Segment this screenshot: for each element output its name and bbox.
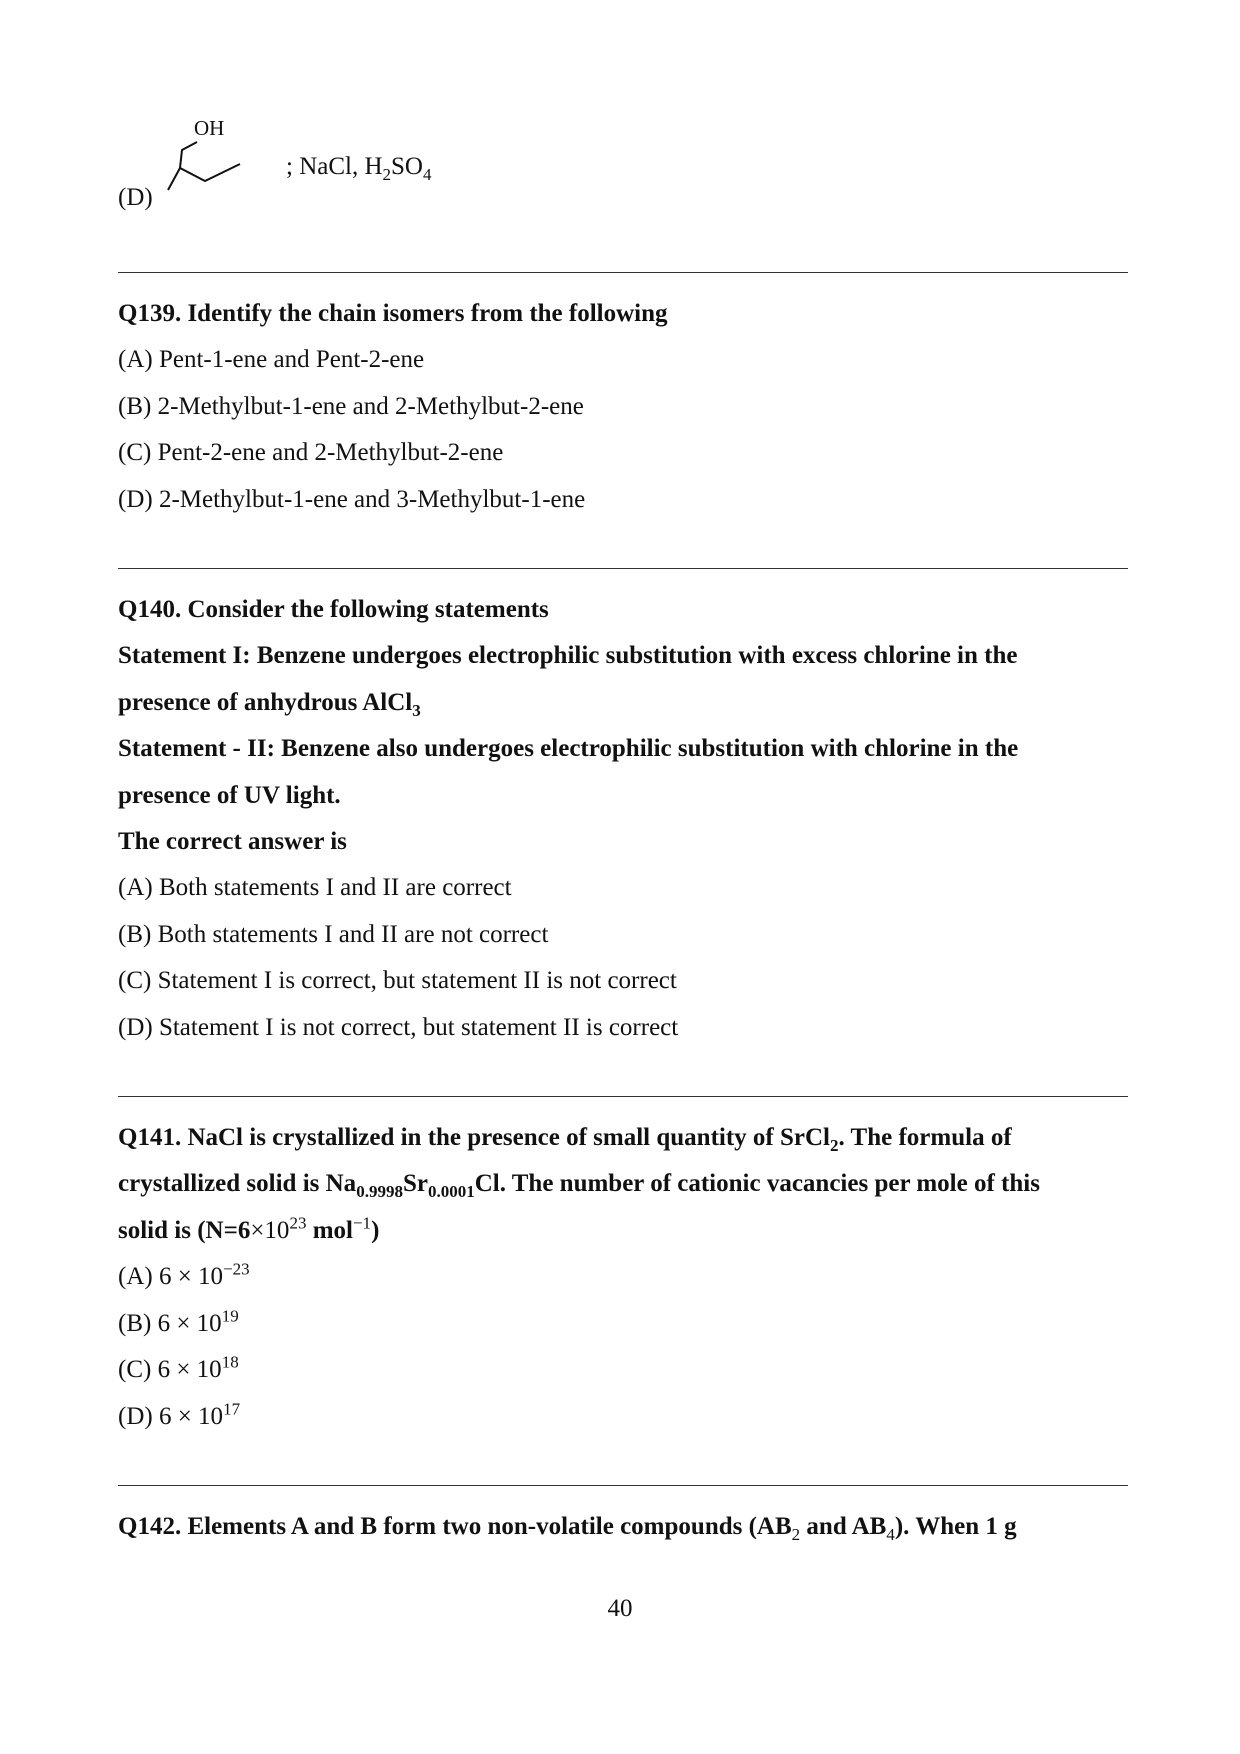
- q141-question-line-1: Q141. NaCl is crystallized in the presence of small quantity of SrCl$_2$. The formula of: [118, 1124, 1012, 1155]
- q138-option-d-label: (D): [118, 184, 153, 211]
- q139-question: Q139. Identify the chain isomers from the following: [118, 300, 668, 327]
- q140-option-c: (C) Statement I is correct, but statement II is not correct: [118, 967, 677, 994]
- q140-option-d: (D) Statement I is not correct, but statement II is correct: [118, 1014, 679, 1041]
- q140-option-b: (B) Both statements I and II are not correct: [118, 921, 549, 948]
- q139-option-a: (A) Pent-1-ene and Pent-2-ene: [118, 346, 425, 373]
- q140-statement-1-line-2: presence of anhydrous AlCl$_3$: [118, 689, 421, 720]
- q140-prompt: The correct answer is: [118, 828, 347, 855]
- q139-option-d: (D) 2-Methylbut-1-ene and 3-Methylbut-1-ene: [118, 486, 586, 513]
- q141-option-a: (A) $6 \times 10^{-23}$: [118, 1259, 250, 1290]
- q142-question: Q142. Elements A and B form two non-volatile compounds ($AB_2$ and $AB_4$). When 1 g: [118, 1513, 1017, 1544]
- page-number: 40: [607, 1595, 633, 1622]
- q140-statement-2-line-2: presence of UV light.: [118, 782, 341, 809]
- q141-question-line-3: solid is ($N=6\times 10^{23}$ mol$^{-1}$): [118, 1213, 380, 1244]
- q140-statement-1-line-1: Statement I: Benzene undergoes electrophilic substitution with excess chlorine in the: [118, 642, 1018, 669]
- q141-question-line-2: crystallized solid is $Na_{0.9998}Sr_{0.0001}Cl$. The number of cationic vacancies per mole of this: [118, 1170, 1040, 1201]
- section-divider: [118, 568, 1128, 569]
- section-divider: [118, 272, 1128, 273]
- q140-option-a: (A) Both statements I and II are correct: [118, 874, 512, 901]
- q140-question: Q140. Consider the following statements: [118, 596, 549, 623]
- alcohol-structure-diagram: [160, 118, 260, 198]
- q138-option-d-reagents: ; NaCl, $H_2SO_4$: [286, 153, 432, 184]
- q139-option-c: (C) Pent-2-ene and 2-Methylbut-2-ene: [118, 439, 504, 466]
- q139-option-b: (B) 2-Methylbut-1-ene and 2-Methylbut-2-ene: [118, 393, 584, 420]
- section-divider: [118, 1485, 1128, 1486]
- q141-option-d: (D) $6 \times 10^{17}$: [118, 1399, 241, 1430]
- q141-option-c: (C) $6 \times 10^{18}$: [118, 1352, 239, 1383]
- section-divider: [118, 1096, 1128, 1097]
- structure-oh-label: OH: [194, 118, 225, 140]
- hydroxymethyl-bond: [180, 142, 197, 168]
- q141-option-b: (B) $6 \times 10^{19}$: [118, 1306, 239, 1337]
- carbon-chain-bond: [168, 164, 240, 190]
- q140-statement-2-line-1: Statement - II: Benzene also undergoes electrophilic substitution with chlorine in the: [118, 735, 1019, 762]
